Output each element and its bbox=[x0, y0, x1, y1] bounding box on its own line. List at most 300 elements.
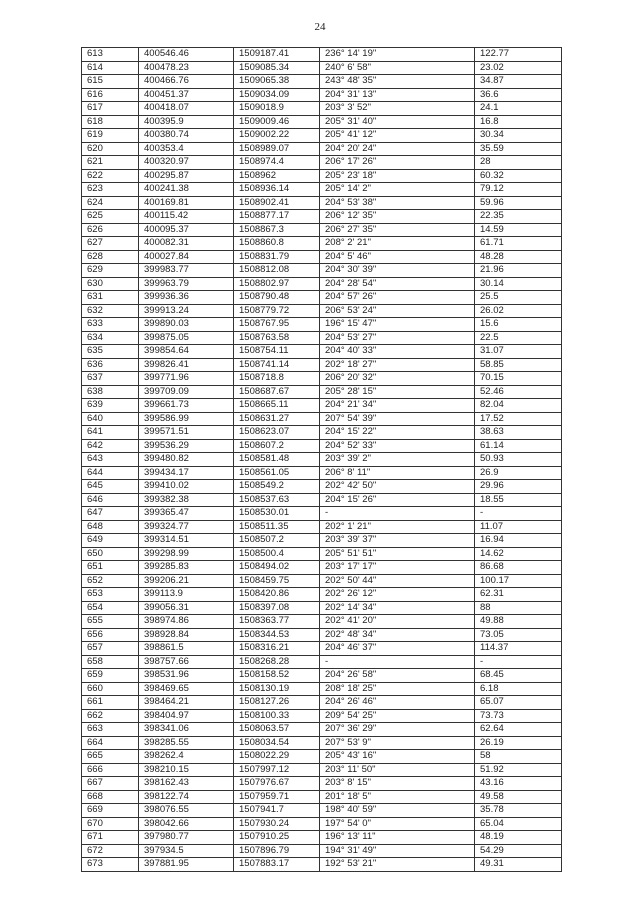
cell-distance: 62.64 bbox=[475, 723, 562, 737]
cell-y-coordinate: 1508665.11 bbox=[234, 399, 320, 413]
cell-y-coordinate: 1508316.21 bbox=[234, 642, 320, 656]
cell-distance: 17.52 bbox=[475, 412, 562, 426]
cell-point-number: 620 bbox=[82, 142, 139, 156]
cell-direction-angle: 204° 52' 33" bbox=[320, 439, 475, 453]
cell-point-number: 661 bbox=[82, 696, 139, 710]
cell-point-number: 658 bbox=[82, 655, 139, 669]
cell-x-coordinate: 398464.21 bbox=[139, 696, 234, 710]
cell-x-coordinate: 400380.74 bbox=[139, 129, 234, 143]
cell-direction-angle: 207° 54' 39" bbox=[320, 412, 475, 426]
cell-direction-angle: 192° 53' 21" bbox=[320, 858, 475, 872]
table-row bbox=[82, 304, 562, 318]
cell-distance: 58.85 bbox=[475, 358, 562, 372]
cell-x-coordinate: 398162.43 bbox=[139, 777, 234, 791]
cell-y-coordinate: 1508718.8 bbox=[234, 372, 320, 386]
cell-x-coordinate: 399206.21 bbox=[139, 574, 234, 588]
cell-point-number: 665 bbox=[82, 750, 139, 764]
cell-direction-angle: - bbox=[320, 507, 475, 521]
cell-point-number: 627 bbox=[82, 237, 139, 251]
cell-y-coordinate: 1508989.07 bbox=[234, 142, 320, 156]
cell-point-number: 645 bbox=[82, 480, 139, 494]
cell-point-number: 668 bbox=[82, 790, 139, 804]
cell-direction-angle: 196° 13' 11" bbox=[320, 831, 475, 845]
table-row bbox=[82, 790, 562, 804]
cell-point-number: 630 bbox=[82, 277, 139, 291]
table-row bbox=[82, 196, 562, 210]
cell-distance: 35.78 bbox=[475, 804, 562, 818]
cell-y-coordinate: 1509187.41 bbox=[234, 48, 320, 62]
cell-point-number: 623 bbox=[82, 183, 139, 197]
cell-point-number: 657 bbox=[82, 642, 139, 656]
cell-direction-angle: - bbox=[320, 655, 475, 669]
cell-y-coordinate: 1508936.14 bbox=[234, 183, 320, 197]
cell-distance: 54.29 bbox=[475, 844, 562, 858]
cell-y-coordinate: 1508397.08 bbox=[234, 601, 320, 615]
cell-distance: 48.28 bbox=[475, 250, 562, 264]
cell-distance: 61.71 bbox=[475, 237, 562, 251]
cell-x-coordinate: 399826.41 bbox=[139, 358, 234, 372]
cell-point-number: 641 bbox=[82, 426, 139, 440]
cell-distance: 24.1 bbox=[475, 102, 562, 116]
cell-x-coordinate: 398757.66 bbox=[139, 655, 234, 669]
cell-point-number: 635 bbox=[82, 345, 139, 359]
table-row bbox=[82, 453, 562, 467]
cell-direction-angle: 203° 8' 15" bbox=[320, 777, 475, 791]
table-row bbox=[82, 156, 562, 170]
cell-direction-angle: 205° 31' 40" bbox=[320, 115, 475, 129]
cell-y-coordinate: 1508530.01 bbox=[234, 507, 320, 521]
table-row bbox=[82, 345, 562, 359]
cell-x-coordinate: 399365.47 bbox=[139, 507, 234, 521]
cell-y-coordinate: 1507941.7 bbox=[234, 804, 320, 818]
cell-direction-angle: 205° 41' 12" bbox=[320, 129, 475, 143]
table-row bbox=[82, 372, 562, 386]
table-row bbox=[82, 142, 562, 156]
cell-y-coordinate: 1508779.72 bbox=[234, 304, 320, 318]
cell-direction-angle: 204° 46' 37" bbox=[320, 642, 475, 656]
cell-direction-angle: 205° 51' 51" bbox=[320, 547, 475, 561]
cell-x-coordinate: 398341.06 bbox=[139, 723, 234, 737]
table-row bbox=[82, 736, 562, 750]
cell-point-number: 669 bbox=[82, 804, 139, 818]
table-row bbox=[82, 844, 562, 858]
cell-point-number: 653 bbox=[82, 588, 139, 602]
cell-direction-angle: 204° 21' 34" bbox=[320, 399, 475, 413]
cell-point-number: 664 bbox=[82, 736, 139, 750]
cell-distance: 114.37 bbox=[475, 642, 562, 656]
cell-direction-angle: 197° 54' 0" bbox=[320, 817, 475, 831]
table-row bbox=[82, 507, 562, 521]
cell-x-coordinate: 398262.4 bbox=[139, 750, 234, 764]
cell-x-coordinate: 399324.77 bbox=[139, 520, 234, 534]
cell-distance: 15.6 bbox=[475, 318, 562, 332]
cell-direction-angle: 205° 14' 2" bbox=[320, 183, 475, 197]
cell-y-coordinate: 1508802.97 bbox=[234, 277, 320, 291]
table-row bbox=[82, 264, 562, 278]
cell-distance: 49.88 bbox=[475, 615, 562, 629]
cell-direction-angle: 203° 39' 2" bbox=[320, 453, 475, 467]
cell-x-coordinate: 398469.65 bbox=[139, 682, 234, 696]
table-row bbox=[82, 115, 562, 129]
cell-x-coordinate: 399875.05 bbox=[139, 331, 234, 345]
cell-direction-angle: 203° 39' 37" bbox=[320, 534, 475, 548]
cell-distance: 82.04 bbox=[475, 399, 562, 413]
cell-point-number: 650 bbox=[82, 547, 139, 561]
cell-distance: 23.02 bbox=[475, 61, 562, 75]
cell-distance: 68.45 bbox=[475, 669, 562, 683]
cell-direction-angle: 204° 20' 24" bbox=[320, 142, 475, 156]
table-row bbox=[82, 318, 562, 332]
cell-distance: - bbox=[475, 655, 562, 669]
table-row bbox=[82, 804, 562, 818]
cell-x-coordinate: 399913.24 bbox=[139, 304, 234, 318]
cell-y-coordinate: 1508511.35 bbox=[234, 520, 320, 534]
cell-x-coordinate: 400478.23 bbox=[139, 61, 234, 75]
cell-direction-angle: 202° 1' 21" bbox=[320, 520, 475, 534]
cell-distance: 28 bbox=[475, 156, 562, 170]
cell-distance: 73.73 bbox=[475, 709, 562, 723]
cell-y-coordinate: 1508623.07 bbox=[234, 426, 320, 440]
cell-direction-angle: 194° 31' 49" bbox=[320, 844, 475, 858]
cell-y-coordinate: 1508130.19 bbox=[234, 682, 320, 696]
cell-point-number: 633 bbox=[82, 318, 139, 332]
cell-direction-angle: 204° 53' 27" bbox=[320, 331, 475, 345]
cell-distance: 22.35 bbox=[475, 210, 562, 224]
cell-distance: 60.32 bbox=[475, 169, 562, 183]
cell-distance: 29.96 bbox=[475, 480, 562, 494]
cell-distance: 35.59 bbox=[475, 142, 562, 156]
cell-x-coordinate: 399963.79 bbox=[139, 277, 234, 291]
cell-y-coordinate: 1508561.05 bbox=[234, 466, 320, 480]
cell-distance: 73.05 bbox=[475, 628, 562, 642]
cell-y-coordinate: 1508268.28 bbox=[234, 655, 320, 669]
table-row bbox=[82, 237, 562, 251]
cell-y-coordinate: 1508127.26 bbox=[234, 696, 320, 710]
table-row bbox=[82, 831, 562, 845]
cell-x-coordinate: 397934.5 bbox=[139, 844, 234, 858]
cell-x-coordinate: 400353.4 bbox=[139, 142, 234, 156]
cell-distance: 14.62 bbox=[475, 547, 562, 561]
cell-point-number: 614 bbox=[82, 61, 139, 75]
cell-point-number: 642 bbox=[82, 439, 139, 453]
cell-point-number: 618 bbox=[82, 115, 139, 129]
table-row bbox=[82, 817, 562, 831]
cell-direction-angle: 203° 3' 52" bbox=[320, 102, 475, 116]
cell-y-coordinate: 1509034.09 bbox=[234, 88, 320, 102]
cell-direction-angle: 204° 40' 33" bbox=[320, 345, 475, 359]
cell-y-coordinate: 1507883.17 bbox=[234, 858, 320, 872]
cell-y-coordinate: 1508344.53 bbox=[234, 628, 320, 642]
cell-point-number: 646 bbox=[82, 493, 139, 507]
table-row bbox=[82, 169, 562, 183]
cell-distance: 59.96 bbox=[475, 196, 562, 210]
cell-direction-angle: 205° 43' 16" bbox=[320, 750, 475, 764]
cell-point-number: 666 bbox=[82, 763, 139, 777]
cell-direction-angle: 205° 28' 15" bbox=[320, 385, 475, 399]
cell-direction-angle: 204° 26' 58" bbox=[320, 669, 475, 683]
cell-distance: 22.5 bbox=[475, 331, 562, 345]
cell-direction-angle: 204° 15' 22" bbox=[320, 426, 475, 440]
cell-distance: - bbox=[475, 507, 562, 521]
cell-x-coordinate: 398861.5 bbox=[139, 642, 234, 656]
cell-y-coordinate: 1508763.58 bbox=[234, 331, 320, 345]
table-row bbox=[82, 61, 562, 75]
page-number: 24 bbox=[314, 21, 326, 33]
cell-direction-angle: 204° 57' 26" bbox=[320, 291, 475, 305]
cell-point-number: 625 bbox=[82, 210, 139, 224]
cell-direction-angle: 243° 48' 35" bbox=[320, 75, 475, 89]
cell-direction-angle: 205° 23' 18" bbox=[320, 169, 475, 183]
cell-point-number: 660 bbox=[82, 682, 139, 696]
cell-point-number: 655 bbox=[82, 615, 139, 629]
cell-distance: 30.34 bbox=[475, 129, 562, 143]
cell-y-coordinate: 1508867.3 bbox=[234, 223, 320, 237]
coordinates-table-body bbox=[82, 48, 562, 872]
table-row bbox=[82, 331, 562, 345]
cell-y-coordinate: 1508790.48 bbox=[234, 291, 320, 305]
cell-direction-angle: 202° 42' 50" bbox=[320, 480, 475, 494]
cell-direction-angle: 208° 2' 21" bbox=[320, 237, 475, 251]
cell-point-number: 649 bbox=[82, 534, 139, 548]
cell-x-coordinate: 399983.77 bbox=[139, 264, 234, 278]
cell-x-coordinate: 398042.66 bbox=[139, 817, 234, 831]
cell-point-number: 659 bbox=[82, 669, 139, 683]
cell-direction-angle: 202° 26' 12" bbox=[320, 588, 475, 602]
cell-point-number: 652 bbox=[82, 574, 139, 588]
table-row bbox=[82, 588, 562, 602]
cell-y-coordinate: 1508507.2 bbox=[234, 534, 320, 548]
cell-y-coordinate: 1509009.46 bbox=[234, 115, 320, 129]
cell-x-coordinate: 399113.9 bbox=[139, 588, 234, 602]
cell-point-number: 637 bbox=[82, 372, 139, 386]
cell-y-coordinate: 1508631.27 bbox=[234, 412, 320, 426]
cell-direction-angle: 202° 48' 34" bbox=[320, 628, 475, 642]
cell-x-coordinate: 397881.95 bbox=[139, 858, 234, 872]
cell-y-coordinate: 1508902.41 bbox=[234, 196, 320, 210]
cell-point-number: 622 bbox=[82, 169, 139, 183]
cell-point-number: 643 bbox=[82, 453, 139, 467]
cell-x-coordinate: 400395.9 bbox=[139, 115, 234, 129]
cell-y-coordinate: 1508494.02 bbox=[234, 561, 320, 575]
cell-distance: 11.07 bbox=[475, 520, 562, 534]
cell-point-number: 616 bbox=[82, 88, 139, 102]
table-row bbox=[82, 480, 562, 494]
table-row bbox=[82, 696, 562, 710]
cell-distance: 6.18 bbox=[475, 682, 562, 696]
cell-y-coordinate: 1508877.17 bbox=[234, 210, 320, 224]
cell-x-coordinate: 397980.77 bbox=[139, 831, 234, 845]
cell-point-number: 672 bbox=[82, 844, 139, 858]
table-row bbox=[82, 858, 562, 872]
cell-direction-angle: 196° 15' 47" bbox=[320, 318, 475, 332]
cell-y-coordinate: 1508022.29 bbox=[234, 750, 320, 764]
cell-y-coordinate: 1508860.8 bbox=[234, 237, 320, 251]
table-row bbox=[82, 291, 562, 305]
table-row bbox=[82, 601, 562, 615]
cell-point-number: 662 bbox=[82, 709, 139, 723]
cell-direction-angle: 204° 31' 13" bbox=[320, 88, 475, 102]
cell-x-coordinate: 400466.76 bbox=[139, 75, 234, 89]
coordinates-table bbox=[81, 47, 562, 872]
cell-y-coordinate: 1507976.67 bbox=[234, 777, 320, 791]
cell-distance: 26.02 bbox=[475, 304, 562, 318]
cell-distance: 52.46 bbox=[475, 385, 562, 399]
cell-point-number: 629 bbox=[82, 264, 139, 278]
table-row bbox=[82, 642, 562, 656]
cell-x-coordinate: 399661.73 bbox=[139, 399, 234, 413]
cell-x-coordinate: 398210.15 bbox=[139, 763, 234, 777]
table-row bbox=[82, 534, 562, 548]
cell-x-coordinate: 400295.87 bbox=[139, 169, 234, 183]
cell-distance: 21.96 bbox=[475, 264, 562, 278]
cell-x-coordinate: 399382.38 bbox=[139, 493, 234, 507]
cell-point-number: 615 bbox=[82, 75, 139, 89]
cell-y-coordinate: 1508767.95 bbox=[234, 318, 320, 332]
cell-direction-angle: 198° 40' 59" bbox=[320, 804, 475, 818]
cell-distance: 50.93 bbox=[475, 453, 562, 467]
cell-direction-angle: 202° 14' 34" bbox=[320, 601, 475, 615]
cell-distance: 88 bbox=[475, 601, 562, 615]
cell-y-coordinate: 1508962 bbox=[234, 169, 320, 183]
cell-y-coordinate: 1508100.33 bbox=[234, 709, 320, 723]
table-row bbox=[82, 750, 562, 764]
cell-distance: 79.12 bbox=[475, 183, 562, 197]
cell-point-number: 651 bbox=[82, 561, 139, 575]
cell-point-number: 647 bbox=[82, 507, 139, 521]
cell-distance: 25.5 bbox=[475, 291, 562, 305]
cell-x-coordinate: 398974.86 bbox=[139, 615, 234, 629]
table-row bbox=[82, 466, 562, 480]
cell-x-coordinate: 399890.03 bbox=[139, 318, 234, 332]
cell-y-coordinate: 1507910.25 bbox=[234, 831, 320, 845]
cell-direction-angle: 204° 30' 39" bbox=[320, 264, 475, 278]
cell-y-coordinate: 1508687.67 bbox=[234, 385, 320, 399]
table-row bbox=[82, 426, 562, 440]
table-row bbox=[82, 709, 562, 723]
table-row bbox=[82, 615, 562, 629]
cell-x-coordinate: 398285.55 bbox=[139, 736, 234, 750]
table-row bbox=[82, 88, 562, 102]
cell-y-coordinate: 1508537.63 bbox=[234, 493, 320, 507]
cell-direction-angle: 204° 26' 46" bbox=[320, 696, 475, 710]
cell-point-number: 617 bbox=[82, 102, 139, 116]
cell-direction-angle: 209° 54' 25" bbox=[320, 709, 475, 723]
cell-point-number: 631 bbox=[82, 291, 139, 305]
cell-point-number: 670 bbox=[82, 817, 139, 831]
cell-x-coordinate: 399536.29 bbox=[139, 439, 234, 453]
cell-x-coordinate: 398076.55 bbox=[139, 804, 234, 818]
cell-y-coordinate: 1508420.86 bbox=[234, 588, 320, 602]
cell-x-coordinate: 399285.83 bbox=[139, 561, 234, 575]
cell-direction-angle: 204° 15' 26" bbox=[320, 493, 475, 507]
cell-point-number: 639 bbox=[82, 399, 139, 413]
cell-y-coordinate: 1509085.34 bbox=[234, 61, 320, 75]
cell-distance: 100.17 bbox=[475, 574, 562, 588]
table-row bbox=[82, 277, 562, 291]
cell-x-coordinate: 398404.97 bbox=[139, 709, 234, 723]
table-row bbox=[82, 628, 562, 642]
cell-distance: 122.77 bbox=[475, 48, 562, 62]
cell-x-coordinate: 399410.02 bbox=[139, 480, 234, 494]
cell-y-coordinate: 1508459.75 bbox=[234, 574, 320, 588]
cell-point-number: 648 bbox=[82, 520, 139, 534]
table-row bbox=[82, 412, 562, 426]
table-row bbox=[82, 655, 562, 669]
cell-x-coordinate: 399854.64 bbox=[139, 345, 234, 359]
cell-point-number: 673 bbox=[82, 858, 139, 872]
cell-x-coordinate: 399571.51 bbox=[139, 426, 234, 440]
table-row bbox=[82, 102, 562, 116]
cell-y-coordinate: 1508831.79 bbox=[234, 250, 320, 264]
cell-distance: 26.19 bbox=[475, 736, 562, 750]
cell-y-coordinate: 1508581.48 bbox=[234, 453, 320, 467]
cell-point-number: 640 bbox=[82, 412, 139, 426]
cell-distance: 30.14 bbox=[475, 277, 562, 291]
cell-y-coordinate: 1507997.12 bbox=[234, 763, 320, 777]
cell-x-coordinate: 400241.38 bbox=[139, 183, 234, 197]
cell-direction-angle: 206° 27' 35" bbox=[320, 223, 475, 237]
cell-direction-angle: 202° 18' 27" bbox=[320, 358, 475, 372]
cell-direction-angle: 206° 17' 26" bbox=[320, 156, 475, 170]
cell-y-coordinate: 1508812.08 bbox=[234, 264, 320, 278]
cell-point-number: 654 bbox=[82, 601, 139, 615]
cell-y-coordinate: 1508974.4 bbox=[234, 156, 320, 170]
cell-x-coordinate: 400418.07 bbox=[139, 102, 234, 116]
cell-y-coordinate: 1507930.24 bbox=[234, 817, 320, 831]
cell-x-coordinate: 398928.84 bbox=[139, 628, 234, 642]
cell-direction-angle: 206° 53' 24" bbox=[320, 304, 475, 318]
cell-distance: 61.14 bbox=[475, 439, 562, 453]
cell-point-number: 628 bbox=[82, 250, 139, 264]
cell-point-number: 663 bbox=[82, 723, 139, 737]
cell-x-coordinate: 400115.42 bbox=[139, 210, 234, 224]
cell-distance: 16.8 bbox=[475, 115, 562, 129]
table-row bbox=[82, 399, 562, 413]
cell-x-coordinate: 399771.96 bbox=[139, 372, 234, 386]
cell-distance: 31.07 bbox=[475, 345, 562, 359]
cell-distance: 65.04 bbox=[475, 817, 562, 831]
cell-direction-angle: 204° 53' 38" bbox=[320, 196, 475, 210]
table-row bbox=[82, 669, 562, 683]
cell-point-number: 636 bbox=[82, 358, 139, 372]
cell-x-coordinate: 398531.96 bbox=[139, 669, 234, 683]
cell-direction-angle: 203° 17' 17" bbox=[320, 561, 475, 575]
cell-distance: 51.92 bbox=[475, 763, 562, 777]
cell-y-coordinate: 1508034.54 bbox=[234, 736, 320, 750]
table-row bbox=[82, 561, 562, 575]
cell-point-number: 619 bbox=[82, 129, 139, 143]
table-row bbox=[82, 129, 562, 143]
cell-x-coordinate: 400169.81 bbox=[139, 196, 234, 210]
cell-x-coordinate: 399314.51 bbox=[139, 534, 234, 548]
cell-direction-angle: 202° 41' 20" bbox=[320, 615, 475, 629]
table-row bbox=[82, 250, 562, 264]
cell-direction-angle: 207° 36' 29" bbox=[320, 723, 475, 737]
cell-x-coordinate: 399056.31 bbox=[139, 601, 234, 615]
table-row bbox=[82, 723, 562, 737]
cell-direction-angle: 206° 20' 32" bbox=[320, 372, 475, 386]
cell-y-coordinate: 1509065.38 bbox=[234, 75, 320, 89]
cell-distance: 62.31 bbox=[475, 588, 562, 602]
cell-distance: 49.58 bbox=[475, 790, 562, 804]
cell-point-number: 632 bbox=[82, 304, 139, 318]
cell-point-number: 626 bbox=[82, 223, 139, 237]
table-row bbox=[82, 358, 562, 372]
cell-x-coordinate: 399298.99 bbox=[139, 547, 234, 561]
cell-point-number: 638 bbox=[82, 385, 139, 399]
cell-distance: 86.68 bbox=[475, 561, 562, 575]
table-row bbox=[82, 439, 562, 453]
